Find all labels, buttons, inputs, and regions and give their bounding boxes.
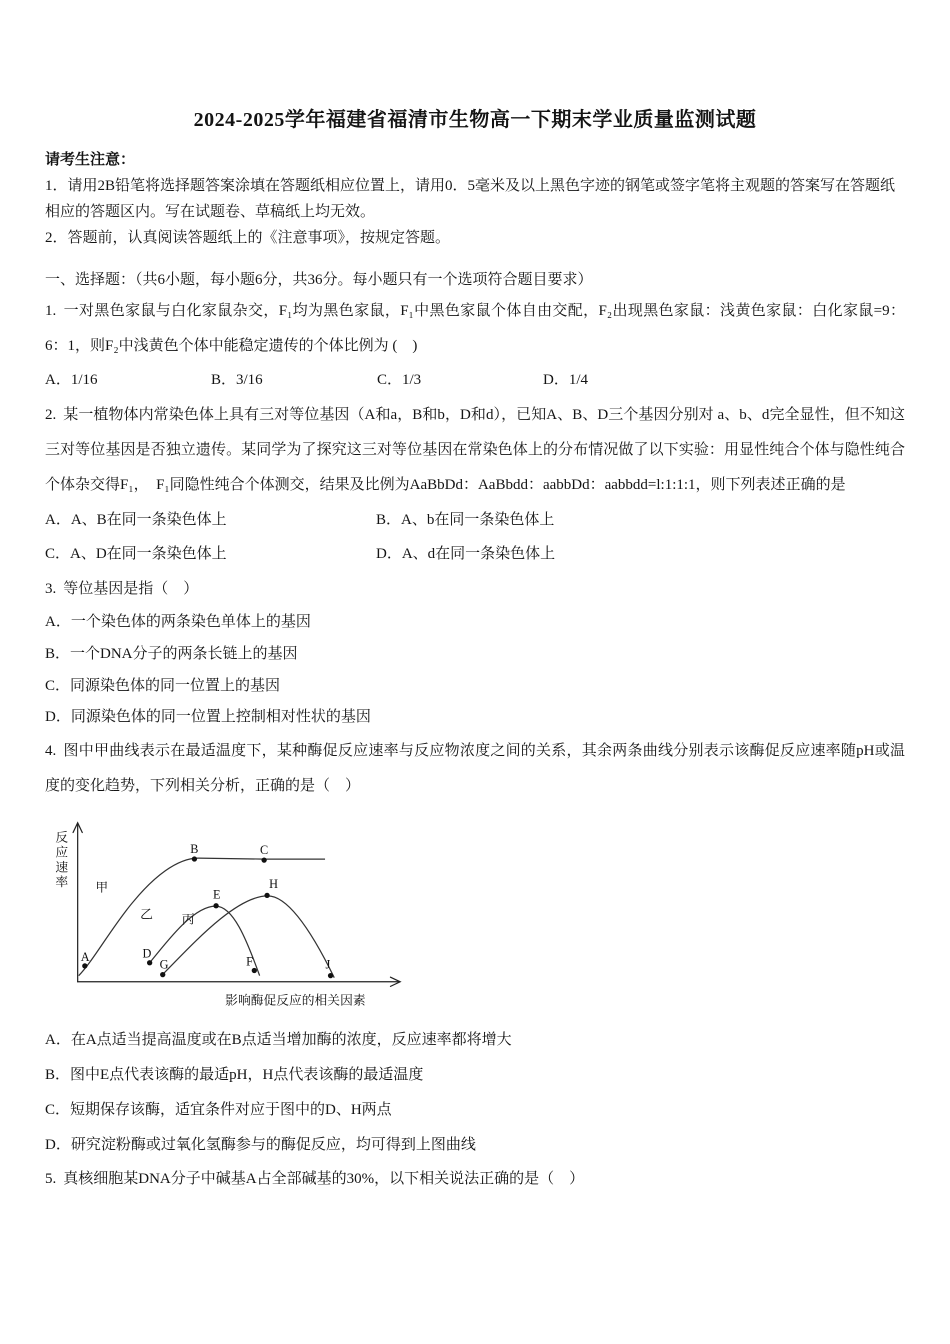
q3-option-d: D．同源染色体的同一位置上控制相对性状的基因 [45, 709, 371, 726]
question-5-number: 5. [45, 1171, 57, 1188]
notice-header: 请考生注意： [45, 152, 136, 168]
q1-option-b: B．3/16 [211, 372, 263, 389]
point-label-B: B [190, 841, 199, 856]
q2-option-d: D．A、d在同一条染色体上 [376, 546, 556, 563]
question-4-number: 4. [45, 743, 57, 760]
page-title: 2024-2025学年福建省福清市生物高一下期末学业质量监测试题 [193, 109, 757, 131]
q2-option-c: C．A、D在同一条染色体上 [45, 546, 227, 563]
point-B [192, 856, 197, 861]
question-1-options [45, 363, 905, 398]
q4-option-b: B．图中E点代表该酶的最适pH，H点代表该酶的最适温度 [45, 1066, 424, 1083]
point-label-D: D [142, 946, 152, 961]
chart-points [81, 842, 333, 978]
question-3-number: 3. [45, 581, 57, 598]
point-label-E: E [213, 887, 221, 902]
q3-option-b: B．一个DNA分子的两条长链上的基因 [45, 645, 298, 662]
point-A [82, 963, 87, 968]
section-header: 一、选择题：（共6小题，每小题6分，共36分。每小题只有一个选项符合题目要求） [45, 271, 593, 288]
question-4-text [45, 734, 905, 804]
q1-option-c: C．1/3 [377, 372, 422, 389]
point-E [213, 903, 218, 908]
q4-option-a: A．在A点适当提高温度或在B点适当增加酶的浓度，反应速率都将增大 [45, 1032, 512, 1049]
question-5-text [45, 1162, 905, 1197]
point-label-A: A [80, 949, 90, 964]
question-3 [45, 572, 905, 734]
enzyme-figure [47, 808, 905, 1017]
point-G [160, 972, 165, 977]
curve-label-甲: 甲 [95, 880, 109, 895]
notice-block [45, 148, 905, 252]
notice-item-2: 2．答题前，认真阅读答题纸上的《注意事项》，按规定答题。 [45, 229, 451, 246]
q2-option-a: A．A、B在同一条染色体上 [45, 511, 227, 528]
point-label-C: C [260, 842, 269, 857]
q2-option-b: B．A、b在同一条染色体上 [376, 511, 555, 528]
question-1-text [45, 294, 905, 364]
q1-option-a: A．1/16 [45, 372, 98, 389]
q4-option-c: C．短期保存该酶，适宜条件对应于图中的D、H两点 [45, 1101, 392, 1118]
question-4-options [45, 1023, 905, 1162]
point-label-G: G [159, 957, 169, 972]
point-D [147, 960, 152, 965]
question-1 [45, 294, 905, 398]
question-5 [45, 1162, 905, 1197]
question-2 [45, 398, 905, 572]
question-1-stem: 一对黑色家鼠与白化家鼠杂交，F₁均为黑色家鼠，F₁中黑色家鼠个体自由交配，F₂出现黑色家鼠：浅黄色家鼠：白化家鼠=9：6：1，则F₂中浅黄色个体中能稳定遗传的个体比例为 ( ) [45, 302, 905, 354]
curve-label-丙: 丙 [181, 912, 195, 927]
question-2-stem: 某一植物体内常染色体上具有三对等位基因（A和a，B和b，D和d），已知A、B、D三个基因分别对 a、b、d完全显性，但不知这三对等位基因是否独立遗传。某同学为了探究这三对等位基因在常染色体上的分布情况做了以下实验：用显性纯合个体与隐性纯合个体杂交得F₁， F₁同隐性纯合个体测交，结果及比例为AaBbDd：AaBbdd：aabbDd：aabbdd=l:1:1:1，则下列表述正确的是 [45, 407, 905, 493]
q4-option-d: D．研究淀粉酶或过氧化氢酶参与的酶促反应，均可得到上图曲线 [45, 1136, 476, 1153]
point-J [328, 973, 333, 978]
notice-item-1: 1．请用2B铅笔将选择题答案涂填在答题纸相应位置上，请用0．5毫米及以上黑色字迹的钢笔或签字笔将主观题的答案写在答题纸相应的答题区内。写在试题卷、草稿纸上均无效。 [45, 177, 896, 220]
question-2-number: 2. [45, 407, 57, 424]
curve-jia [79, 858, 325, 976]
x-axis-label: 影响酶促反应的相关因素 [225, 992, 366, 1007]
point-label-F: F [246, 954, 253, 969]
question-3-text [45, 572, 905, 607]
enzyme-chart [47, 808, 415, 1012]
q1-option-d: D．1/4 [543, 372, 589, 389]
point-C [261, 857, 266, 862]
question-3-stem: 等位基因是指（ ） [63, 581, 199, 598]
question-1-number: 1. [45, 302, 57, 319]
q3-option-a: A．一个染色体的两条染色单体上的基因 [45, 613, 311, 630]
question-3-options [45, 607, 905, 734]
question-2-text [45, 398, 905, 502]
point-label-H: H [269, 876, 278, 891]
question-4-stem: 图中甲曲线表示在最适温度下，某种酶促反应速率与反应物浓度之间的关系，其余两条曲线分别表示该酶促反应速率随pH或温度的变化趋势，下列相关分析，正确的是（ ） [45, 743, 905, 794]
curve-label-乙: 乙 [140, 907, 153, 922]
y-axis-label: 反应速率 [53, 830, 68, 890]
question-2-options [45, 503, 905, 573]
point-label-J: J [325, 957, 331, 972]
point-H [264, 892, 269, 897]
question-4 [45, 734, 905, 1162]
point-F [252, 968, 257, 973]
question-5-stem: 真核细胞某DNA分子中碱基A占全部碱基的30%，以下相关说法正确的是（ ） [63, 1171, 585, 1188]
q3-option-c: C．同源染色体的同一位置上的基因 [45, 677, 281, 694]
